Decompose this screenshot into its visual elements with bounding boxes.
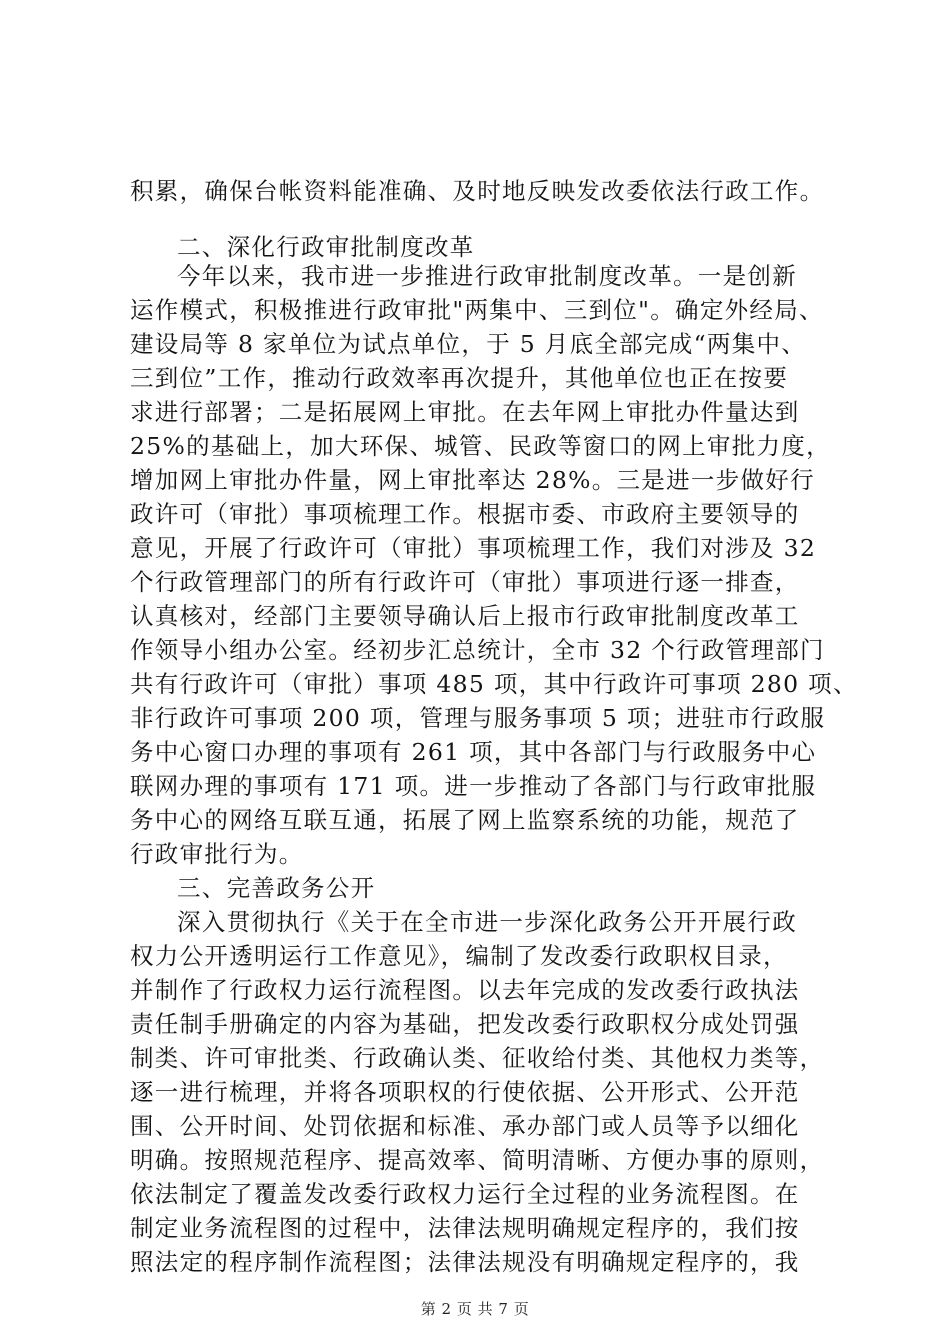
body-text-line: 行政审批行为。 [130,840,304,868]
body-text-line: 责任制手册确定的内容为基础，把发改委行政职权分成处罚强 [130,1010,800,1038]
body-text-line: 务中心窗口办理的事项有 261 项，其中各部门与行政服务中心 [130,738,817,766]
body-text-line: 务中心的网络互联互通，拓展了网上监察系统的功能，规范了 [130,806,800,834]
body-text-line: 制定业务流程图的过程中，法律法规明确规定程序的，我们按 [130,1214,800,1242]
body-text-line: 增加网上审批办件量，网上审批率达 28%。三是进一步做好行 [130,466,815,494]
body-text-line: 作领导小组办公室。经初步汇总统计，全市 32 个行政管理部门 [130,636,825,664]
body-text-line: 共有行政许可（审批）事项 485 项，其中行政许可事项 280 项、 [130,670,858,698]
body-text-line: 非行政许可事项 200 项，管理与服务事项 5 项；进驻市行政服 [130,704,826,732]
body-text-line: 意见，开展了行政许可（审批）事项梳理工作，我们对涉及 32 [130,534,817,562]
body-text-line: 三到位”工作，推动行政效率再次提升，其他单位也正在按要 [130,364,789,392]
paragraph-first-line: 今年以来，我市进一步推进行政审批制度改革。一是创新 [177,262,797,290]
page-indicator: 第 2 页 共 7 页 [420,1300,530,1318]
body-text-line: 照法定的程序制作流程图；法律法规没有明确规定程序的，我 [130,1248,800,1276]
paragraph-first-line: 深入贯彻执行《关于在全市进一步深化政务公开开展行政 [177,908,797,936]
body-text-line: 依法制定了覆盖发改委行政权力运行全过程的业务流程图。在 [130,1180,800,1208]
body-text-line: 建设局等 8 家单位为试点单位，于 5 月底全部完成“两集中、 [130,330,807,358]
body-text-line: 运作模式，积极推进行政审批"两集中、三到位"。确定外经局、 [130,296,824,324]
body-text-line: 政许可（审批）事项梳理工作。根据市委、市政府主要领导的 [130,500,800,528]
body-text-line: 25%的基础上，加大环保、城管、民政等窗口的网上审批力度， [130,432,831,460]
body-text-line: 个行政管理部门的所有行政许可（审批）事项进行逐一排查， [130,568,800,596]
body-text-line: 逐一进行梳理，并将各项职权的行使依据、公开形式、公开范 [130,1078,800,1106]
body-text-line: 并制作了行政权力运行流程图。以去年完成的发改委行政执法 [130,976,800,1004]
body-text-line: 认真核对，经部门主要领导确认后上报市行政审批制度改革工 [130,602,800,630]
body-text-line: 制类、许可审批类、行政确认类、征收给付类、其他权力类等， [130,1044,825,1072]
body-text-line: 积累，确保台帐资料能准确、及时地反映发改委依法行政工作。 [130,177,825,205]
section-heading: 三、完善政务公开 [177,874,376,902]
body-text-line: 联网办理的事项有 171 项。进一步推动了各部门与行政审批服 [130,772,817,800]
body-text-line: 明确。按照规范程序、提高效率、简明清晰、方便办事的原则， [130,1146,825,1174]
body-text-line: 围、公开时间、处罚依据和标准、承办部门或人员等予以细化 [130,1112,800,1140]
section-heading: 二、深化行政审批制度改革 [177,233,475,261]
body-text-line: 求进行部署；二是拓展网上审批。在去年网上审批办件量达到 [130,398,800,426]
body-text-line: 权力公开透明运行工作意见》，编制了发改委行政职权目录， [130,942,788,970]
